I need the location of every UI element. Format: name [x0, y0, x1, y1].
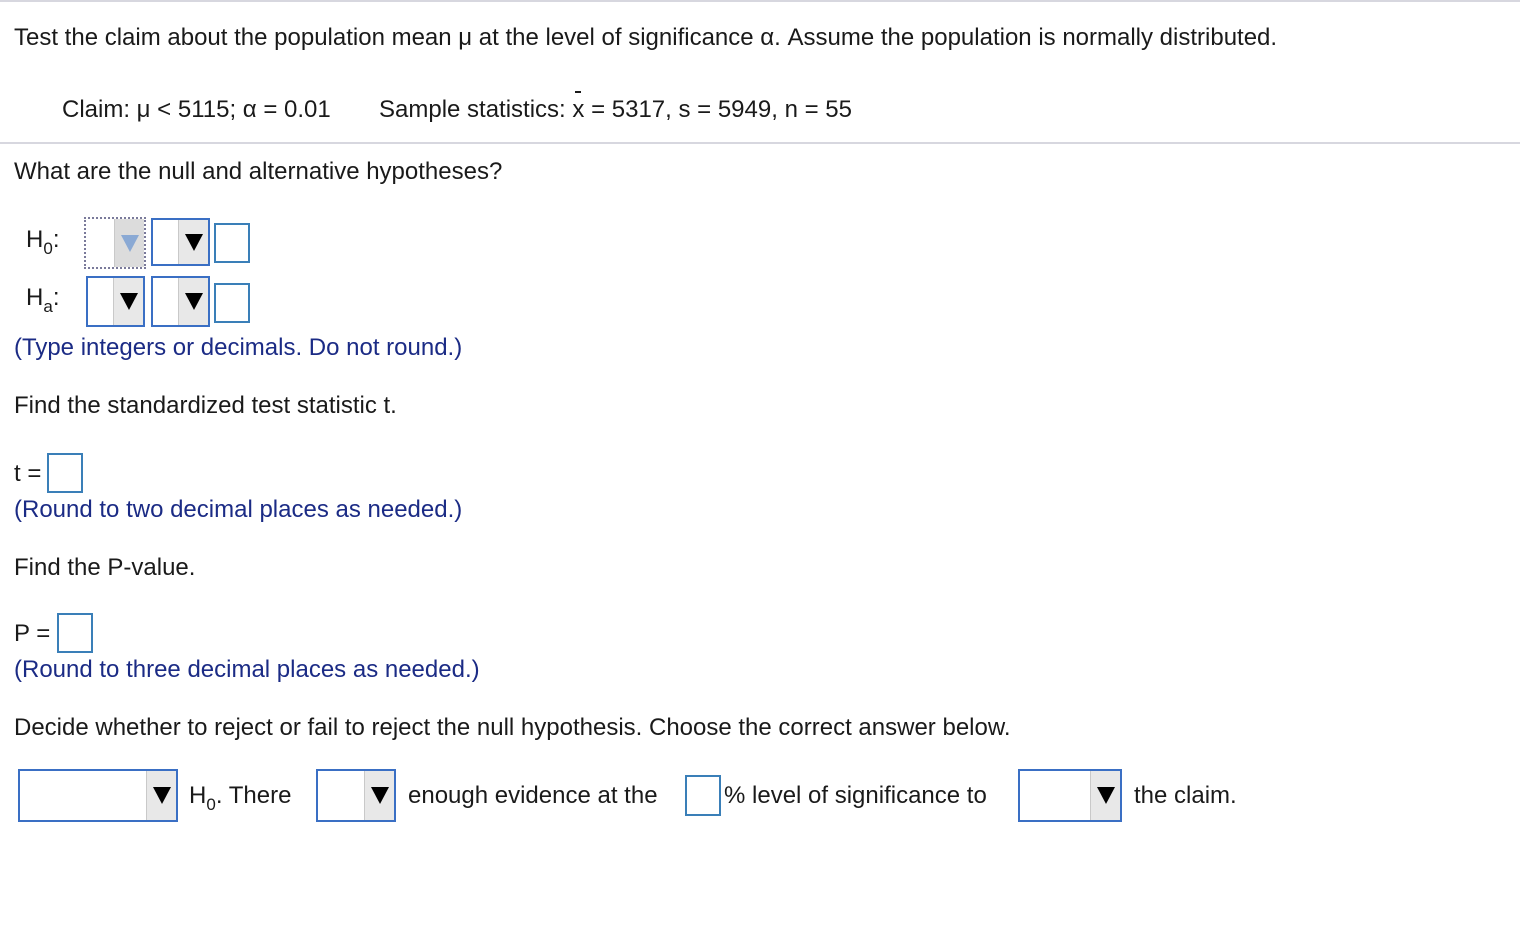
t-hint: (Round to two decimal places as needed.) [14, 496, 463, 523]
ha-operator-dropdown[interactable] [151, 276, 210, 327]
t-label: t = [14, 460, 42, 487]
chevron-down-icon [185, 234, 203, 251]
t-value-input[interactable] [47, 453, 83, 493]
sample-prefix: Sample statistics: [379, 96, 573, 123]
ha-value-input[interactable] [214, 283, 250, 323]
ha-subscript: a [43, 297, 53, 316]
chevron-down-icon [120, 293, 138, 310]
p-label: P = [14, 620, 51, 647]
significance-level-input[interactable] [685, 775, 721, 816]
h0-subscript: 0 [43, 239, 53, 258]
chevron-down-icon [153, 787, 171, 804]
evidence-dropdown[interactable] [316, 769, 396, 822]
sample-values: = 5317, s = 5949, n = 55 [584, 96, 852, 123]
sample-mean-symbol: x [572, 96, 585, 123]
chevron-down-icon [1097, 787, 1115, 804]
claim-end-text: the claim. [1134, 782, 1237, 809]
h0-letter: H [26, 226, 44, 253]
chevron-down-icon [121, 235, 139, 252]
decision-there: . There [215, 782, 292, 809]
claim-text: Claim: μ < 5115; α = 0.01 [62, 96, 331, 123]
ha-parameter-dropdown[interactable] [86, 276, 145, 327]
decision-prompt: Decide whether to reject or fail to reject the null hypothesis. Choose the correct answer below. [14, 714, 1011, 741]
p-value-prompt: Find the P-value. [14, 554, 196, 581]
question-intro: Test the claim about the population mean μ at the level of significance α. Assume the population is normally distributed. [14, 24, 1278, 51]
chevron-down-icon [185, 293, 203, 310]
hypotheses-prompt: What are the null and alternative hypotheses? [14, 158, 503, 185]
decision-h0-text [189, 782, 292, 814]
h0-operator-dropdown[interactable] [151, 218, 210, 266]
test-statistic-prompt: Find the standardized test statistic t. [14, 392, 397, 419]
divider-top [0, 0, 1520, 2]
hypotheses-hint: (Type integers or decimals. Do not round.) [14, 334, 463, 361]
decision-h-letter: H [189, 782, 207, 809]
chevron-down-icon [371, 787, 389, 804]
claim-action-dropdown[interactable] [1018, 769, 1122, 822]
h0-label: $H_0$: [26, 226, 60, 258]
evidence-text: enough evidence at the [408, 782, 658, 809]
h0-parameter-dropdown[interactable] [84, 217, 146, 269]
ha-label: $H_a$: [26, 284, 60, 316]
p-hint: (Round to three decimal places as needed.) [14, 656, 480, 683]
h0-value-input[interactable] [214, 223, 250, 263]
decision-h-subscript: 0 [206, 795, 216, 814]
sample-statistics [379, 98, 852, 122]
reject-decision-dropdown[interactable] [18, 769, 178, 822]
ha-letter: H [26, 284, 44, 311]
significance-text: % level of significance to [724, 782, 987, 809]
divider-middle [0, 142, 1520, 144]
p-value-input[interactable] [57, 613, 93, 653]
